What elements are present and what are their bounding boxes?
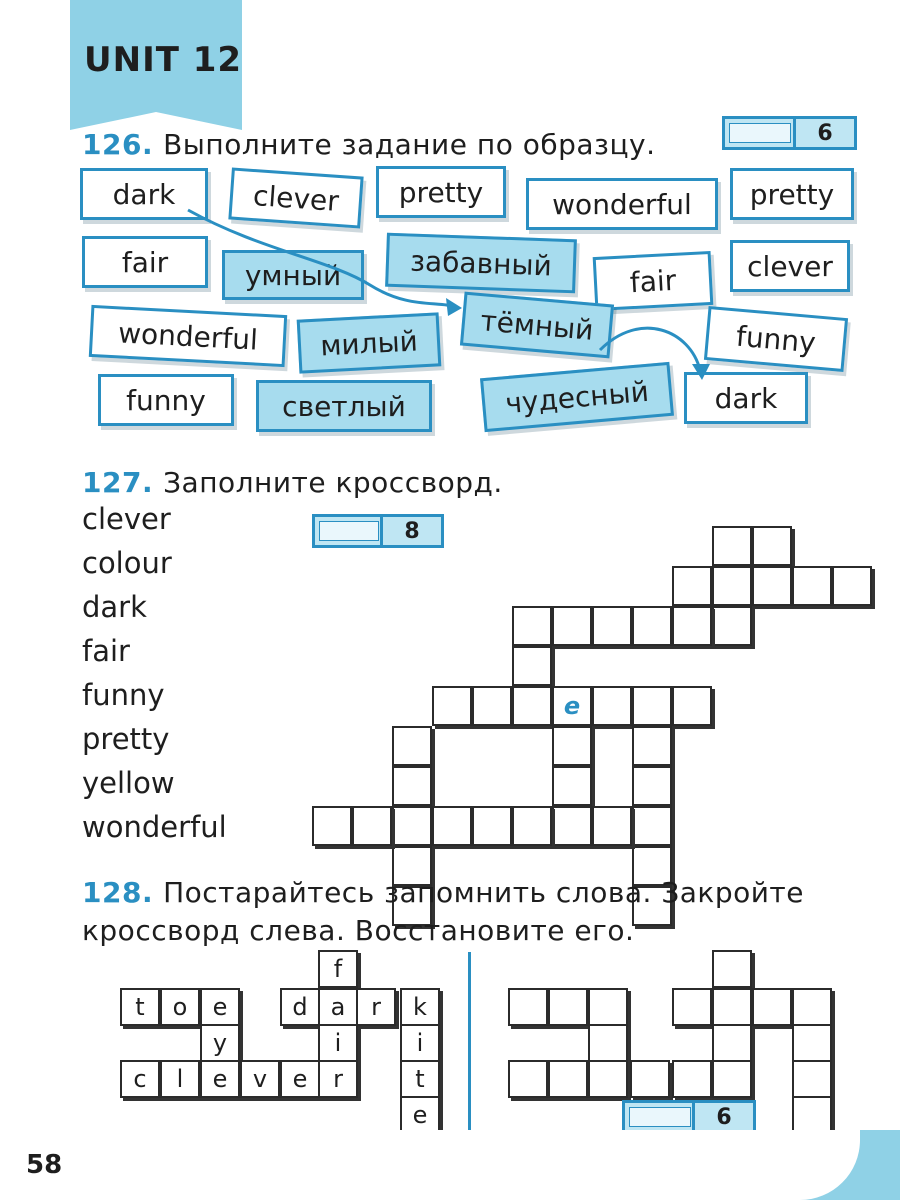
crossword-empty-cell[interactable]	[712, 1024, 752, 1062]
card-russian[interactable]: милый	[297, 312, 442, 373]
crossword-empty-cell[interactable]	[588, 1024, 628, 1062]
page-number: 58	[26, 1150, 63, 1180]
crossword-empty-cell[interactable]	[792, 566, 832, 606]
task-128-number: 128.	[82, 876, 154, 909]
card-russian[interactable]: умный	[222, 250, 364, 300]
task-127-title: Заполните кроссворд.	[163, 466, 503, 499]
card-english[interactable]: dark	[684, 372, 808, 424]
word-list-item: dark	[82, 590, 147, 624]
task-127-score-box	[312, 514, 444, 548]
unit-title: UNIT 12	[84, 40, 243, 80]
crossword-letter-cell[interactable]: l	[160, 1060, 200, 1098]
crossword-letter-cell[interactable]: f	[318, 950, 358, 988]
crossword-empty-cell[interactable]	[588, 988, 628, 1026]
task-126-number: 126.	[82, 128, 154, 161]
crossword-empty-cell[interactable]	[630, 1060, 670, 1098]
card-english[interactable]: wonderful	[526, 178, 718, 230]
crossword-empty-cell[interactable]	[672, 606, 712, 646]
crossword-empty-cell[interactable]	[752, 988, 792, 1026]
crossword-empty-cell[interactable]	[712, 988, 752, 1026]
task-128-score: 6	[692, 1103, 753, 1131]
task-127-score: 8	[380, 517, 441, 545]
crossword-letter-cell[interactable]: c	[120, 1060, 160, 1098]
crossword-letter-cell[interactable]: e	[400, 1096, 440, 1134]
crossword-letter-cell[interactable]: o	[160, 988, 200, 1026]
word-list-item: pretty	[82, 722, 170, 756]
crossword-empty-cell[interactable]	[548, 1060, 588, 1098]
card-russian[interactable]: светлый	[256, 380, 432, 432]
crossword-empty-cell[interactable]	[632, 726, 672, 766]
arrow-dark-to-temny	[188, 210, 458, 308]
card-english[interactable]: funny	[704, 306, 848, 372]
word-list-item: fair	[82, 634, 130, 668]
crossword-empty-cell[interactable]	[792, 1096, 832, 1134]
task-127-heading	[82, 466, 503, 499]
crossword-empty-cell[interactable]	[712, 526, 752, 566]
card-russian[interactable]: забавный	[385, 233, 577, 294]
crossword-empty-cell[interactable]	[392, 766, 432, 806]
task-128-title-line2: кроссворд слева. Восстановите его.	[82, 914, 635, 947]
crossword-empty-cell[interactable]	[552, 766, 592, 806]
crossword-letter-cell[interactable]: d	[280, 988, 320, 1026]
card-english[interactable]: fair	[593, 251, 714, 311]
crossword-empty-cell[interactable]	[588, 1060, 628, 1098]
crossword-empty-cell[interactable]	[672, 988, 712, 1026]
word-list-item: wonderful	[82, 810, 227, 844]
crossword-empty-cell[interactable]	[672, 1060, 712, 1098]
crossword-letter-cell[interactable]: v	[240, 1060, 280, 1098]
crossword-empty-cell[interactable]	[632, 606, 672, 646]
crossword-letter-cell[interactable]: t	[120, 988, 160, 1026]
crossword-empty-cell[interactable]	[472, 806, 512, 846]
word-list-item: funny	[82, 678, 165, 712]
crossword-empty-cell[interactable]	[792, 1024, 832, 1062]
crossword-letter-cell[interactable]: r	[356, 988, 396, 1026]
crossword-empty-cell[interactable]	[672, 686, 712, 726]
crossword-empty-cell[interactable]	[552, 606, 592, 646]
card-english[interactable]: pretty	[376, 166, 506, 218]
arrow-head-icon	[446, 298, 462, 316]
crossword-empty-cell[interactable]	[592, 686, 632, 726]
card-english[interactable]: clever	[228, 167, 363, 228]
task-127-number: 127.	[82, 466, 154, 499]
page-footer	[0, 1130, 900, 1200]
card-english[interactable]: fair	[82, 236, 208, 288]
crossword-letter-cell[interactable]: e	[200, 1060, 240, 1098]
task-126-title: Выполните задание по образцу.	[163, 128, 656, 161]
crossword-empty-cell[interactable]	[512, 606, 552, 646]
crossword-letter-cell[interactable]: e	[552, 686, 592, 726]
crossword-empty-cell[interactable]	[712, 566, 752, 606]
card-russian[interactable]: тёмный	[460, 292, 614, 359]
card-english[interactable]: clever	[730, 240, 850, 292]
word-list-item: clever	[82, 502, 171, 536]
crossword-empty-cell[interactable]	[792, 1060, 832, 1098]
crossword-empty-cell[interactable]	[508, 988, 548, 1026]
crossword-empty-cell[interactable]	[632, 806, 672, 846]
crossword-empty-cell[interactable]	[752, 526, 792, 566]
crossword-empty-cell[interactable]	[632, 766, 672, 806]
crossword-empty-cell[interactable]	[552, 806, 592, 846]
crossword-empty-cell[interactable]	[712, 1060, 752, 1098]
crossword-empty-cell[interactable]	[512, 646, 552, 686]
word-list-item: yellow	[82, 766, 175, 800]
crossword-empty-cell[interactable]	[632, 686, 672, 726]
arrow-head-icon	[692, 364, 710, 380]
crossword-empty-cell[interactable]	[508, 1060, 548, 1098]
crossword-letter-cell[interactable]: y	[200, 1024, 240, 1062]
arrow-temny-to-dark	[600, 328, 700, 370]
card-english[interactable]: dark	[80, 168, 208, 220]
word-list-item: colour	[82, 546, 172, 580]
crossword-empty-cell[interactable]	[752, 566, 792, 606]
score-bar	[319, 521, 379, 541]
crossword-letter-cell[interactable]: i	[400, 1024, 440, 1062]
crossword-empty-cell[interactable]	[832, 566, 872, 606]
crossword-letter-cell[interactable]: e	[200, 988, 240, 1026]
crossword-empty-cell[interactable]	[432, 806, 472, 846]
divider-line	[468, 952, 471, 1130]
crossword-empty-cell[interactable]	[312, 806, 352, 846]
crossword-empty-cell[interactable]	[592, 606, 632, 646]
crossword-letter-cell[interactable]: i	[318, 1024, 358, 1062]
crossword-empty-cell[interactable]	[472, 686, 512, 726]
crossword-empty-cell[interactable]	[792, 988, 832, 1026]
crossword-letter-cell[interactable]: a	[318, 988, 358, 1026]
crossword-letter-cell[interactable]: t	[400, 1060, 440, 1098]
card-english[interactable]: pretty	[730, 168, 854, 220]
crossword-empty-cell[interactable]	[548, 988, 588, 1026]
crossword-empty-cell[interactable]	[592, 806, 632, 846]
crossword-letter-cell[interactable]: r	[318, 1060, 358, 1098]
crossword-letter-cell[interactable]: e	[280, 1060, 320, 1098]
task-128-title-line1: Постарайтесь запомнить слова. Закройте	[163, 876, 804, 909]
crossword-letter-cell[interactable]: k	[400, 988, 440, 1026]
crossword-empty-cell[interactable]	[512, 686, 552, 726]
card-english[interactable]: wonderful	[89, 305, 287, 367]
crossword-empty-cell[interactable]	[352, 806, 392, 846]
crossword-empty-cell[interactable]	[392, 726, 432, 766]
crossword-empty-cell[interactable]	[432, 686, 472, 726]
crossword-empty-cell[interactable]	[712, 606, 752, 646]
score-bar	[629, 1107, 691, 1127]
card-russian[interactable]: чудесный	[480, 362, 674, 432]
task-128-heading-line1	[82, 876, 804, 909]
task-128-score-box	[622, 1100, 756, 1134]
connector-arrows	[0, 0, 900, 460]
crossword-empty-cell[interactable]	[552, 726, 592, 766]
crossword-empty-cell[interactable]	[672, 566, 712, 606]
card-english[interactable]: funny	[98, 374, 234, 426]
crossword-empty-cell[interactable]	[512, 806, 552, 846]
task-126-score: 6	[793, 119, 854, 147]
crossword-empty-cell[interactable]	[712, 950, 752, 988]
crossword-empty-cell[interactable]	[392, 806, 432, 846]
